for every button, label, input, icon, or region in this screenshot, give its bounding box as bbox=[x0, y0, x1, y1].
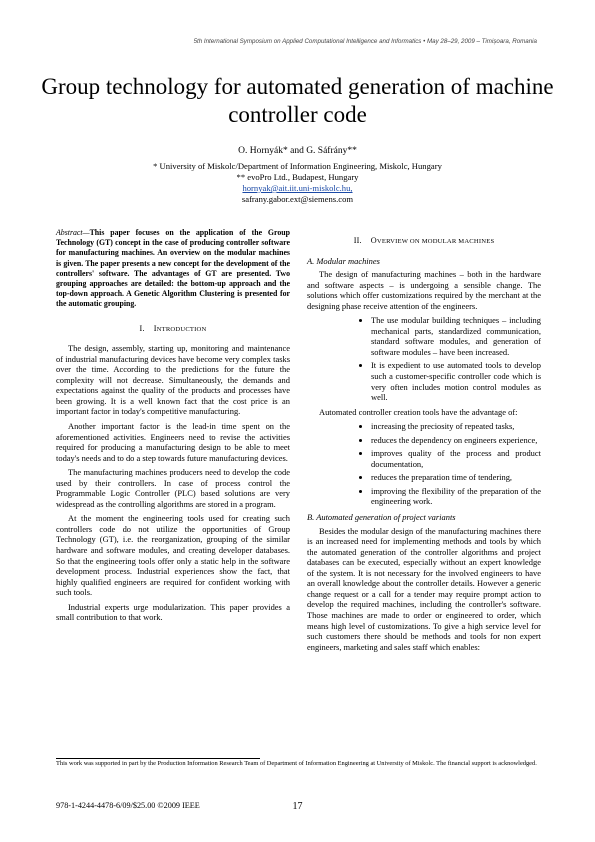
abstract bbox=[56, 228, 290, 310]
section-heading-introduction bbox=[56, 324, 290, 336]
section-initial: I bbox=[153, 323, 157, 333]
paragraph: Automated controller creation tools have the advantage of: bbox=[319, 406, 518, 417]
right-column bbox=[307, 228, 541, 656]
paragraph: At the moment the engineering tools used for creating such controllers code do not utilize the opportunities of Group Technology (GT), i.e. the reorganization, grouping of the similar hardware and software modules, and creating developer databases. So that the engineering tools offer only a static help in the software development process. Industrial experiences show the fact, that highly qualified engineers are required for confident working with such tools. bbox=[56, 513, 290, 598]
email-2: safrany.gabor.ext@siemens.com bbox=[241, 194, 354, 204]
section-rest: NTRODUCTION bbox=[156, 325, 207, 333]
section-heading-overview bbox=[307, 236, 541, 248]
abstract-lead: Abstract— bbox=[56, 228, 90, 237]
list-item: • It is expedient to use automated tools to develop such a customer-specific controller code which is very often includes motion control modules as well. bbox=[371, 360, 541, 402]
paper-title: Group technology for automated generation of machine controller code bbox=[41, 74, 554, 127]
section-initial: O bbox=[370, 236, 377, 245]
subsection-heading-b: B. Automated generation of project variants bbox=[307, 512, 456, 523]
list-item: • reduces the preparation time of tendering, bbox=[371, 472, 541, 483]
footnote-rule bbox=[56, 758, 260, 759]
affiliations bbox=[0, 161, 595, 205]
list-item: • improving the flexibility of the preparation of the engineering work. bbox=[371, 486, 541, 507]
bullet-list-1 bbox=[307, 315, 541, 402]
affiliation-1: * University of Miskolc/Department of Information Engineering, Miskolc, Hungary bbox=[153, 161, 442, 171]
subsection-heading-a: A. Modular machines bbox=[307, 255, 380, 266]
abstract-text: This paper focuses on the application of the Group Technology (GT) concept in the case of producing controller software for manufacturing machines. An overview on the modular machines is given. The paper presents a new concept for the development of the controllers' software. The advantages of GT are presented. Two grouping approaches are detailed: the bottom-up approach and the top-down approach. A Genetic Algorithm Clustering is presented for the automatic grouping. bbox=[56, 228, 290, 309]
isbn-copyright: 978-1-4244-4478-6/09/$25.00 ©2009 IEEE bbox=[56, 801, 200, 810]
list-item: • improves quality of the process and product documentation, bbox=[371, 448, 541, 469]
email-link[interactable]: hornyak@ait.iit.uni-miskolc.hu, bbox=[242, 183, 353, 193]
authors: O. Hornyák* and G. Sáfrány** bbox=[238, 146, 357, 156]
affiliation-2: ** evoPro Ltd., Budapest, Hungary bbox=[236, 172, 359, 182]
bullet-list-2 bbox=[307, 421, 541, 507]
section-number: II. bbox=[353, 236, 362, 245]
section-number: I. bbox=[139, 323, 145, 333]
section-rest: VERVIEW ON MODULAR MACHINES bbox=[376, 238, 495, 245]
paragraph: The design of manufacturing machines – both in the hardware and software aspects – is undergoing a sensible change. The solutions which offer customizations required by the merchant at the designing phase receive attention of the engineers. bbox=[307, 269, 541, 311]
running-header: 5th International Symposium on Applied Computational Intelligence and Informatics • May 28–29, 2009 – Timișoara, Romania bbox=[193, 38, 537, 45]
paragraph: The design, assembly, starting up, monitoring and maintenance of industrial manufacturing devices have become very complex tasks over the time. According to the predictions for the future the complexity will not decrease. Simultaneously, the demands and expectations against the quality of the products and processes have been growing. It is a well known fact that the cost price is an important factor in today's competitive manufacturing. bbox=[56, 343, 290, 417]
left-column bbox=[56, 228, 290, 627]
paragraph: The manufacturing machines producers need to develop the code used by their controllers. In case of process control the Programmable Logic Controller (PLC) based solutions are very widespread as the controlling algorithms are stored in a program. bbox=[56, 467, 290, 509]
footnote: This work was supported in part by the Production Information Research Team of Department of Information Engineering at University of Miskolc. The financial support is acknowledged. bbox=[56, 760, 537, 767]
list-item: • reduces the dependency on engineers experience, bbox=[371, 435, 541, 446]
list-item: • increasing the preciosity of repeated tasks, bbox=[371, 421, 541, 432]
paragraph: Besides the modular design of the manufacturing machines there is an increased need for implementing methods and tools by which the automated generation of the controller algorithms and project databases can be executed, especially without an expert knowledge of the system. It is not necessary for the involved engineers to have an overall knowledge about the controller details. However a generic change request or a call for a tender may require prompt action to develop the required machines, including the controller's software. Those machines are made to order or engineered to order, which means high level of customizations. To give a high service level for such customers there should be methods and tools for non expert engineers, marketing and sales staff which enables: bbox=[307, 525, 541, 652]
paragraph: Another important factor is the lead-in time spent on the aforementioned activities. Engineers need to revise the activities required for producing a manufacturing design to be able to meet today's needs and to do a step towards future manufacturing devices. bbox=[56, 421, 290, 463]
page-number: 17 bbox=[292, 801, 303, 812]
list-item: • The use modular building techniques – including mechanical parts, standardized communication, standard software modules, and generation of software modules – have been increased. bbox=[371, 315, 541, 357]
paragraph: Industrial experts urge modularization. This paper provides a small contribution to that work. bbox=[56, 601, 290, 623]
